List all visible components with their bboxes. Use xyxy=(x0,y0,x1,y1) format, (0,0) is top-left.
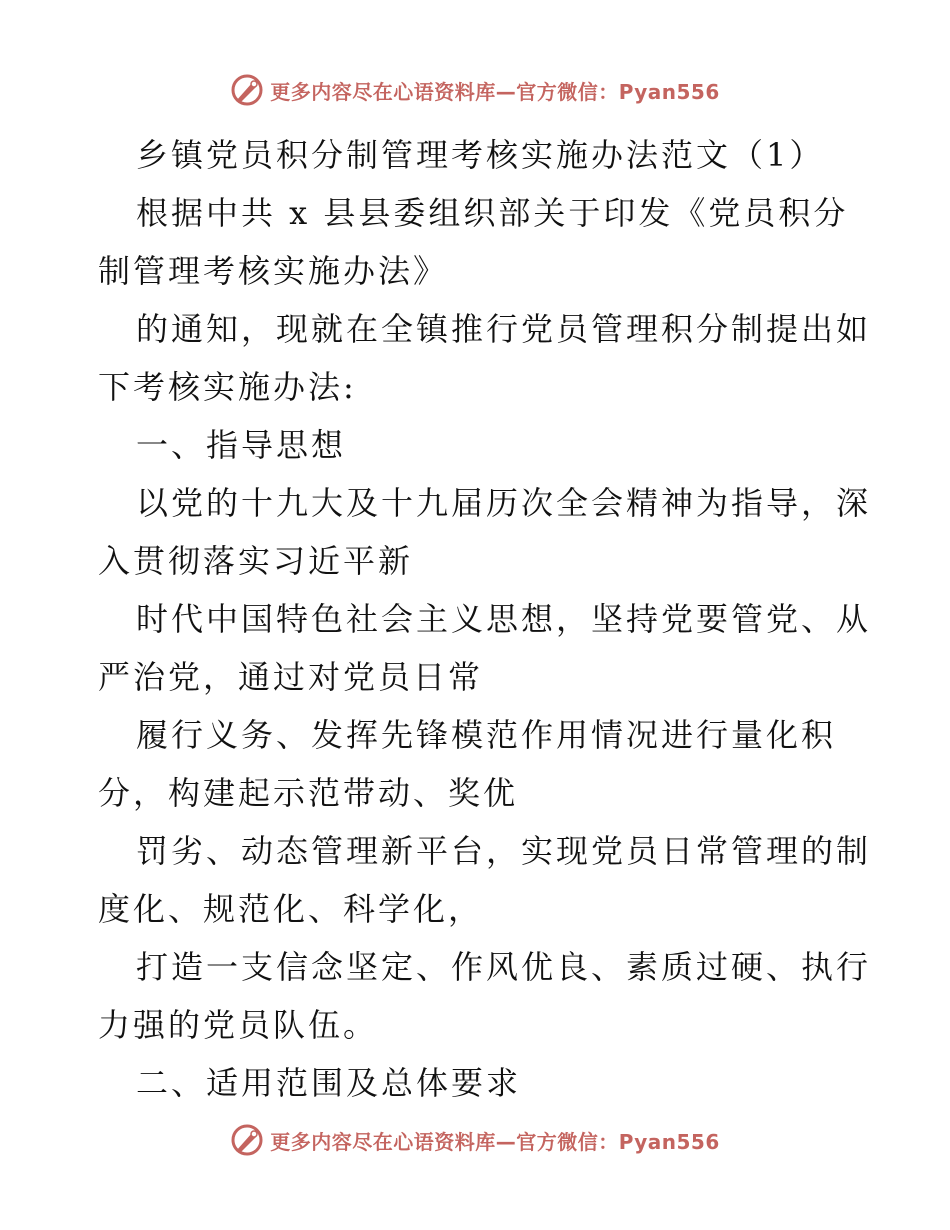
text-line: 入贯彻落实习近平新 xyxy=(98,542,414,580)
text-line: 度化、规范化、科学化， xyxy=(98,890,484,928)
text-line: 罚劣、动态管理新平台，实现党员日常管理的制 xyxy=(136,832,872,870)
text-line: 一、指导思想 xyxy=(136,426,347,464)
watermark-text: 更多内容尽在心语资料库—官方微信：Pyan556 xyxy=(270,79,720,104)
watermark-text: 更多内容尽在心语资料库—官方微信：Pyan556 xyxy=(270,1129,720,1154)
text-line: 严治党，通过对党员日常 xyxy=(98,658,484,696)
text-line: 分，构建起示范带动、奖优 xyxy=(98,774,519,812)
logo-icon xyxy=(230,1123,264,1157)
text-line: 制管理考核实施办法》 xyxy=(98,252,449,290)
text-line: 时代中国特色社会主义思想，坚持党要管党、从 xyxy=(136,600,872,638)
text-line: 力强的党员队伍。 xyxy=(98,1006,379,1044)
text-line: 以党的十九大及十九届历次全会精神为指导，深 xyxy=(136,484,872,522)
logo-icon xyxy=(230,73,264,107)
header-watermark xyxy=(0,70,950,110)
text-line: 乡镇党员积分制管理考核实施办法范文（1） xyxy=(136,136,825,174)
text-line: 二、适用范围及总体要求 xyxy=(136,1064,522,1102)
text-line: 履行义务、发挥先锋模范作用情况进行量化积 xyxy=(136,716,837,754)
text-line: 的通知，现就在全镇推行党员管理积分制提出如 xyxy=(136,310,872,348)
footer-watermark xyxy=(0,1120,950,1160)
document-body xyxy=(98,126,872,1112)
text-line: 打造一支信念坚定、作风优良、素质过硬、执行 xyxy=(136,948,872,986)
text-line: 根据中共 x 县县委组织部关于印发《党员积分 xyxy=(136,194,849,232)
text-line: 下考核实施办法: xyxy=(98,368,357,406)
